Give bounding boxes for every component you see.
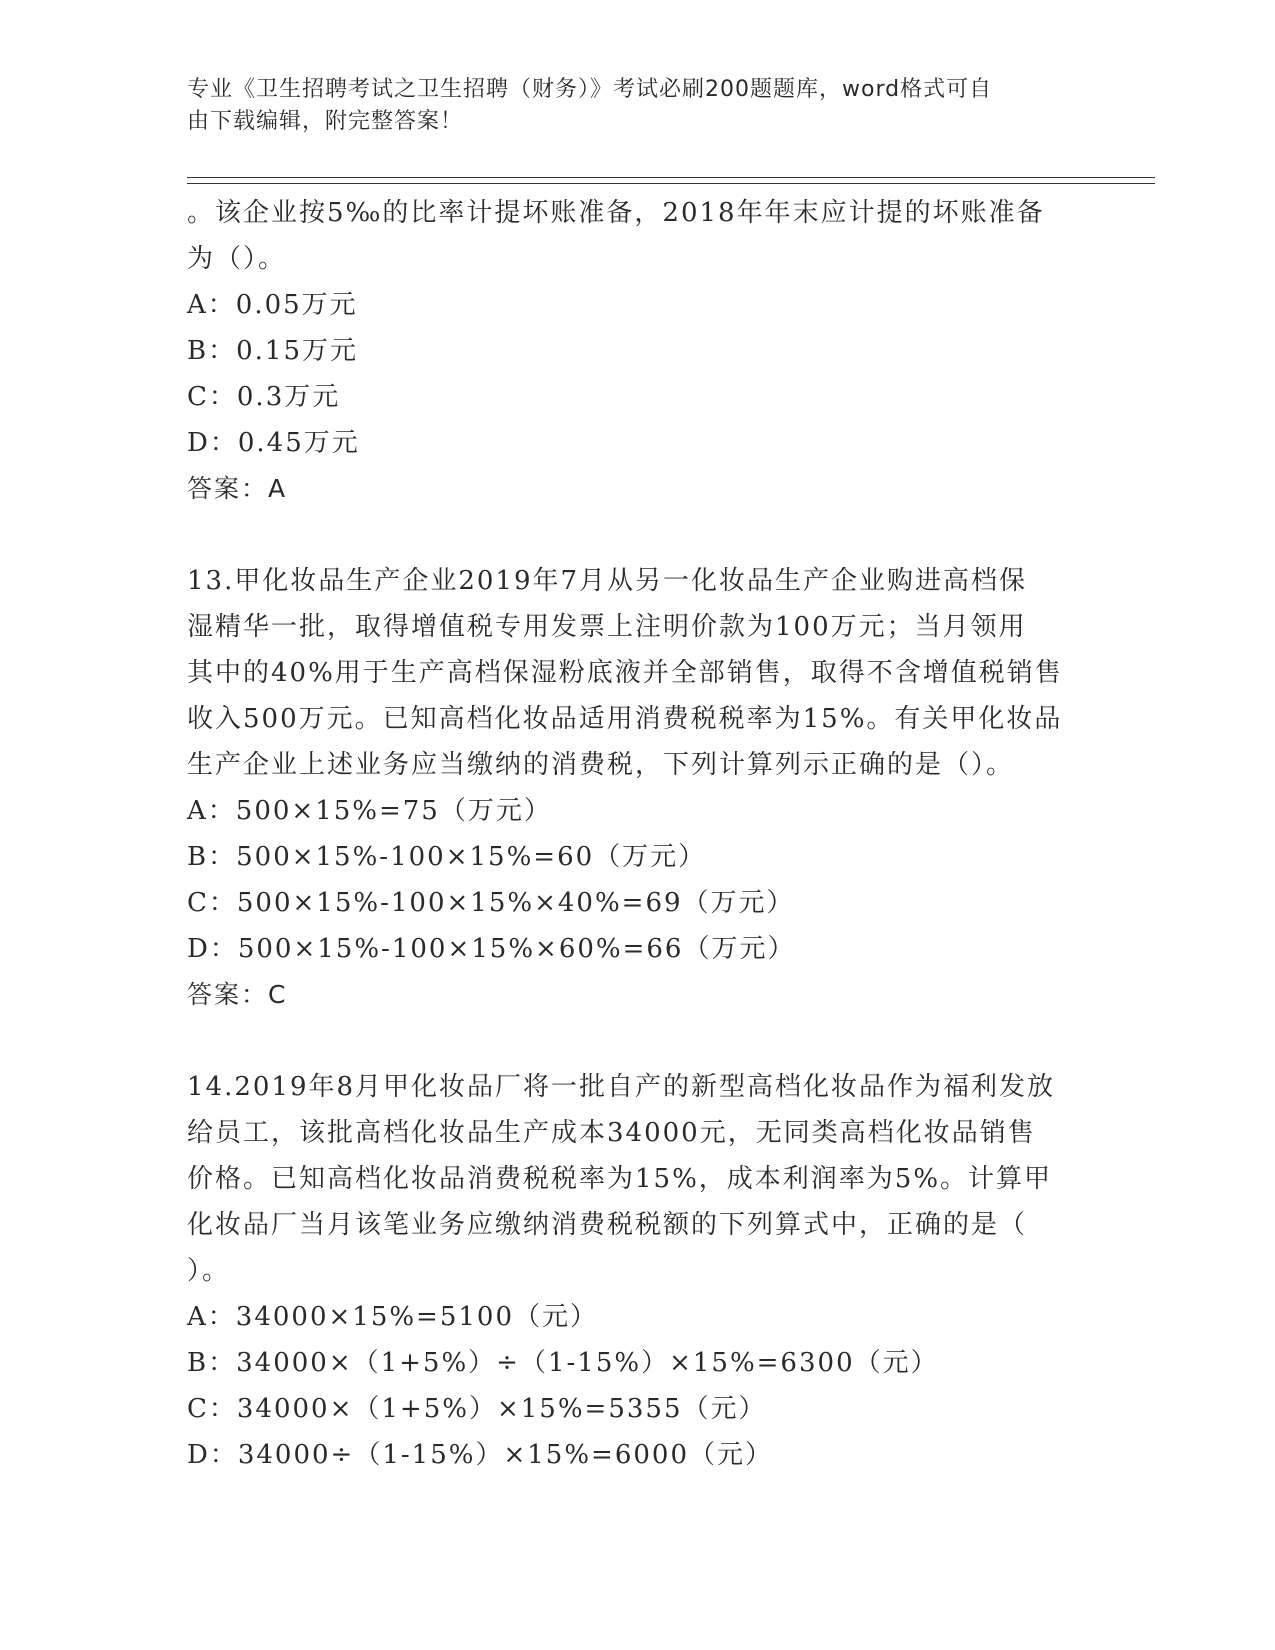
header-divider-top [187, 177, 1155, 178]
option-a: A：500×15%=75（万元） [187, 796, 552, 826]
question-text-line: 给员工，该批高档化妆品生产成本34000元，无同类高档化妆品销售 [187, 1118, 1036, 1148]
question-text-line: 其中的40%用于生产高档保湿粉底液并全部销售，取得不含增值税销售 [187, 658, 1063, 688]
option-b: B：34000×（1+5%）÷（1-15%）×15%=6300（元） [187, 1348, 939, 1378]
question-14 [187, 1064, 1087, 1478]
question-text-line: 收入500万元。已知高档化妆品适用消费税税率为15%。有关甲化妆品 [187, 704, 1063, 734]
option-d: D：0.45万元 [187, 428, 360, 458]
header-line-1: 专业《卫生招聘考试之卫生招聘（财务）》考试必刷200题题库，word格式可自 [187, 77, 993, 102]
answer-label: 答案：A [187, 474, 288, 503]
question-13 [187, 558, 1087, 1018]
answer-label: 答案：C [187, 980, 288, 1009]
option-d: D：34000÷（1-15%）×15%=6000（元） [187, 1440, 773, 1470]
question-12 [187, 190, 1087, 512]
option-b: B：500×15%-100×15%=60（万元） [187, 842, 707, 872]
question-text-line: 为（）。 [187, 244, 287, 274]
question-text-line: 13.甲化妆品生产企业2019年7月从另一化妆品生产企业购进高档保 [187, 566, 1028, 596]
question-text-line: 价格。已知高档化妆品消费税税率为15%，成本利润率为5%。计算甲 [187, 1164, 1053, 1194]
option-a: A：0.05万元 [187, 290, 358, 320]
option-c: C：500×15%-100×15%×40%=69（万元） [187, 888, 795, 918]
option-c: C：34000×（1+5%）×15%=5355（元） [187, 1394, 767, 1424]
section-spacer [187, 1018, 1087, 1064]
question-text-line: 生产企业上述业务应当缴纳的消费税，下列计算列示正确的是（）。 [187, 750, 1015, 780]
section-spacer [187, 512, 1087, 558]
option-a: A：34000×15%=5100（元） [187, 1302, 599, 1332]
option-d: D：500×15%-100×15%×60%=66（万元） [187, 934, 796, 964]
document-header [187, 74, 1067, 138]
header-line-2: 由下载编辑，附完整答案！ [187, 109, 464, 134]
question-text-line: ）。 [187, 1256, 231, 1286]
header-divider-bottom [187, 183, 1155, 184]
question-text-line: 化妆品厂当月该笔业务应缴纳消费税税额的下列算式中，正确的是（ [187, 1210, 1028, 1240]
document-body [187, 190, 1087, 1478]
question-text-line: 14.2019年8月甲化妆品厂将一批自产的新型高档化妆品作为福利发放 [187, 1072, 1056, 1102]
option-c: C：0.3万元 [187, 382, 341, 412]
option-b: B：0.15万元 [187, 336, 358, 366]
question-text-line: 。该企业按5‰的比率计提坏账准备，2018年年末应计提的坏账准备 [187, 198, 1045, 228]
question-text-line: 湿精华一批，取得增值税专用发票上注明价款为100万元；当月领用 [187, 612, 1027, 642]
